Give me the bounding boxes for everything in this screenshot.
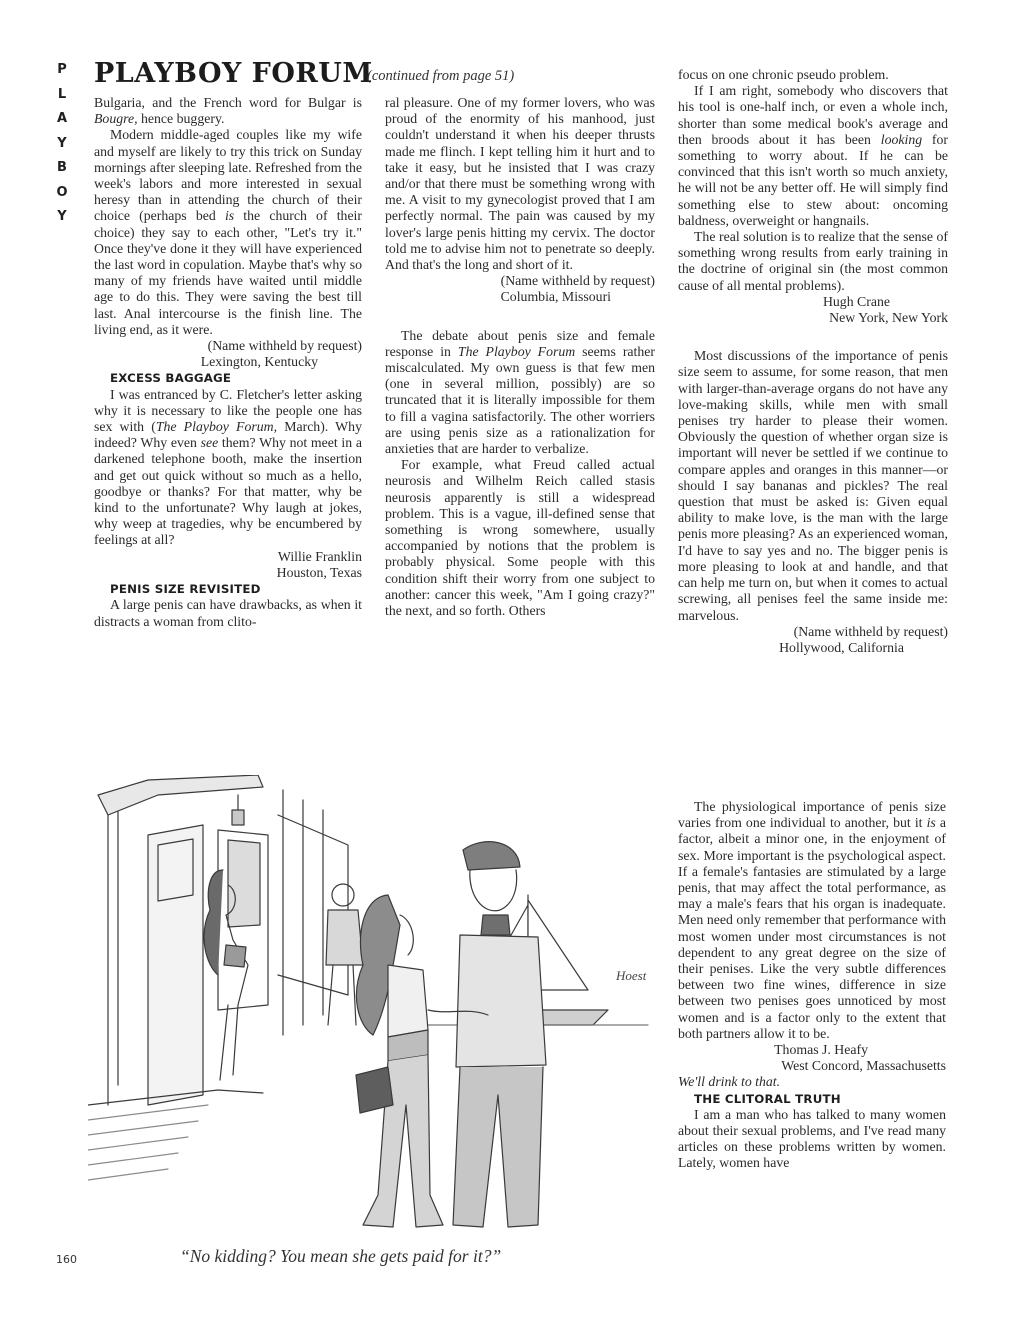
couple-man-face [470, 870, 517, 911]
brick-lines [88, 1105, 208, 1180]
background-man-legs [328, 965, 356, 1025]
section-title: PLAYBOY FORUM [94, 58, 373, 89]
paragraph: Most discussions of the importance of penis size seem to assume, for some reason, that men with larger-than-average organs do not have any love-making skills, while men with small penises try harder to please their women. Obviously the question of whether organ size is important will never be settled if we continue to compare apples and oranges in this manner—or should I say bananas and pickles? The real question that must be asked is: Given equal ability to make love, is the man with the large penis more pleasing? As an experienced woman, I'd have to say yes and no. The bigger penis is more pleasing to look at and handle, and that can help me turn on, but when it comes to actual screwing, all penises feel the same inside me: marvelous. [678, 348, 948, 623]
sidebar-letter: B [57, 160, 67, 175]
cartoon-illustration [88, 775, 670, 1235]
doorway-woman-top [224, 945, 246, 967]
sidebar-letter: P [57, 62, 67, 77]
shop-window-pane [228, 840, 260, 927]
couple-man-jacket [456, 935, 546, 1067]
paragraph: For example, what Freud called actual neurosis and Wilhelm Reich called stasis neurosis apparently is still a widespread problem. This is a vague, ill-defined sense that something is wrong somewhere, usually accompanied by notions that the problem is probably physical. Some people with this condition shift their worry from one subject to another: cancer this week, "Am I going crazy?" the next, and so forth. Others [385, 457, 655, 619]
magazine-vertical-label [52, 58, 72, 230]
paragraph: The debate about penis size and female response in The Playboy Forum seems rather miscalculated. My own guess is that few men (one in several million, possibly) are so truncated that it is literally impossible for them to fill a vagina satisfactorily. The other worriers are using penis size as a rationalization for anxieties that are harder to verbalize. [385, 327, 655, 457]
shoulder-bag [356, 1067, 393, 1113]
column-2 [385, 95, 655, 619]
couple-man-cap [463, 842, 520, 870]
paragraph: I was entranced by C. Fletcher's letter asking why it is necessary to like the people one has sex with (The Playboy Forum, March). Why indeed? Why even see them? Why not meet in a darkened telephone booth, make the insertion and get out quick without so much as a hello, goodbye or thanks? For that matter, why be kind to the unfortunate? Why laugh at jokes, why weep at tragedies, why be encumbered by feelings at all? [94, 386, 362, 548]
paragraph: If I am right, somebody who discovers that his tool is one-half inch, or even a whole inch, shorter than some medical book's average and then broods about it has been looking for something to worry about. If he can be convinced that this isn't worth so much anxiety, he will not be any better off. He will simply find something else to stew about: oncoming baldness, overweight or hangnails. [678, 83, 948, 228]
letter-location: West Concord, Massachusetts [781, 1058, 946, 1074]
sidebar-letter: O [56, 184, 68, 200]
paragraph: The physiological importance of penis size varies from one individual to another, but it is a factor, albeit a minor one, in the enjoyment of sex. More important is the psychological aspect. If a female's fantasies are stimulated by a large penis, that may affect the total performance, as may a male's fears that his organ is inadequate. Men need only remember that performance with most women under most circumstances is not dependent to any great degree on the size of their penises. Like the very subtle differences between two fine wines, difference in size between two penises goes unnoticed by most women and is a factor only to the extent that both partners allow it to be. [678, 799, 946, 1041]
cartoon-caption: “No kidding? You mean she gets paid for it?” [180, 1246, 502, 1266]
letter-location: Lexington, Kentucky [200, 354, 318, 370]
letter-heading: PENIS SIZE REVISITED [110, 582, 261, 597]
letter-location: Columbia, Missouri [500, 289, 611, 305]
hanging-lamp [232, 795, 244, 825]
sidebar-letter: Y [57, 135, 67, 151]
letter-signature: (Name withheld by request) [207, 338, 362, 354]
letter-signature: (Name withheld by request) [793, 623, 948, 639]
paragraph: ral pleasure. One of my former lovers, who was proud of the enormity of his manhood, just couldn't understand it when his deeper thrusts made me flinch. I kept telling him it hurt and to take it easy, but he insisted that I was crazy and/or that there must be something wrong with me. A visit to my gynecologist proved that I am perfectly normal. The pain was caused by my lover's large penis hitting my cervix. The doctor told me to advise him not to penetrate so deeply. And that's the long and short of it. [385, 95, 655, 273]
editor-reply: We'll drink to that. [678, 1074, 781, 1090]
background-man-body [326, 910, 363, 965]
doorway [148, 825, 203, 1105]
column-3 [678, 67, 948, 656]
paragraph: I am a man who has talked to many women about their sexual problems, and I've read many articles on these problems written by women. Lately, women have [678, 1106, 946, 1171]
building-edge [108, 811, 118, 1105]
sidebar-letter: Y [57, 209, 67, 224]
letter-signature: (Name withheld by request) [500, 273, 655, 289]
paragraph: Bulgaria, and the French word for Bulgar is Bougre, hence buggery. [94, 95, 362, 127]
doorway-woman-hair [204, 870, 223, 975]
paragraph: A large penis can have drawbacks, as when it distracts a woman from clito- [94, 597, 362, 629]
paragraph: focus on one chronic pseudo problem. [678, 67, 889, 82]
page-number: 160 [56, 1253, 77, 1266]
couple-woman-face [400, 915, 413, 955]
letter-location: Houston, Texas [276, 564, 362, 580]
column-1 [94, 95, 362, 630]
letter-signature: Hugh Crane [822, 293, 890, 309]
sidebar-letter: A [56, 111, 68, 126]
paragraph: Modern middle-aged couples like my wife and myself are likely to try this trick on Sunday mornings after sleeping late. Refreshed from the week's labors and more interested in sexual heresy than in attending the church of their choice (perhaps bed is the church of their choice) they say to each other, "Let's try it." Once they've done it they will have experienced the last word in copulation. Maybe that's why so many of my friends have waited until middle age to do this. They were saving the best till last. Anal intercourse is the finish line. The living end, as it were. [94, 127, 362, 337]
letter-signature: Willie Franklin [277, 548, 362, 564]
letter-location: Hollywood, California [779, 639, 904, 655]
continued-note: (continued from page 51) [367, 68, 515, 84]
couple-man-pants [453, 1067, 543, 1227]
letter-heading: THE CLITORAL TRUTH [694, 1091, 841, 1106]
paragraph: The real solution is to realize that the sense of something wrong results from early training in the doctrine of original sin (the most common cause of all mental problems). [678, 229, 948, 293]
letter-heading: EXCESS BAGGAGE [110, 371, 232, 386]
sidebar-letter: L [57, 86, 67, 102]
street-poles [283, 790, 323, 1035]
letter-location: New York, New York [829, 310, 948, 326]
letter-signature: Thomas J. Heafy [774, 1042, 868, 1058]
couple-man-collar [481, 915, 510, 935]
artist-signature: Hoest [616, 968, 647, 983]
background-man-head [332, 884, 354, 906]
couple-woman-top [388, 965, 428, 1037]
column-4 [678, 799, 946, 1172]
